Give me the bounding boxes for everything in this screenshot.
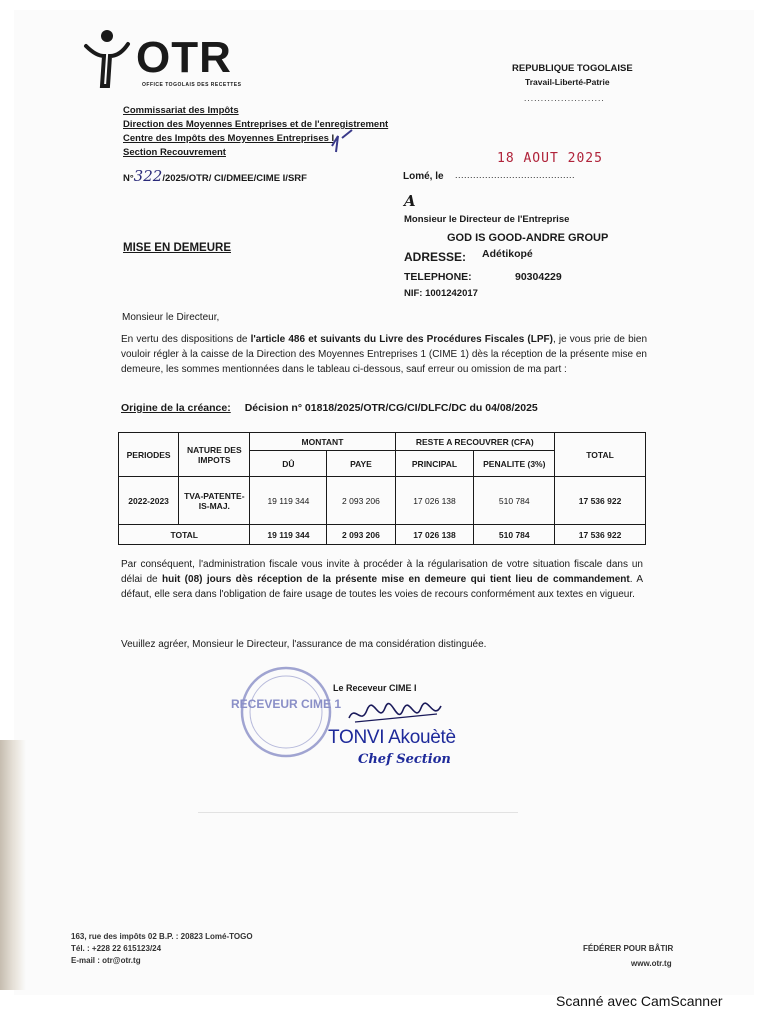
- origin-line: [121, 402, 538, 414]
- totals-paye: 2 093 206: [327, 525, 395, 545]
- footer-address: 163, rue des impôts 02 B.P. : 20823 Lomé-TOGO: [71, 932, 253, 941]
- cell-total: 17 536 922: [555, 477, 646, 525]
- motto-dots: ........................: [524, 93, 605, 103]
- paragraph-2-bold: huit (08) jours dès réception de la présente mise en demeure qui tient lieu de commandement: [161, 574, 630, 585]
- paragraph-2-text-a: Par conséquent, l'administration fiscale vous invite à procéder à la régularisation de votre situation fiscale dans un délai de: [121, 559, 643, 585]
- totals-total: 17 536 922: [555, 525, 646, 545]
- paragraph-1-bold: l'article 486 et suivants du Livre des Procédures Fiscales (LPF): [250, 334, 553, 345]
- cell-periode: 2022-2023: [119, 477, 179, 525]
- ref-suffix: /2025/OTR/ CI/DMEE/CIME I/SRF: [162, 173, 307, 184]
- address-label: ADRESSE:: [404, 250, 467, 264]
- seal-text: RECEVEUR CIME 1: [230, 697, 342, 711]
- department-line-3: Centre des Impôts des Moyennes Entreprises I: [123, 133, 335, 144]
- totals-label: TOTAL: [119, 525, 250, 545]
- divider: [198, 812, 518, 813]
- department-line-1: Commissariat des Impôts: [123, 105, 239, 116]
- republic-name: REPUBLIQUE TOGOLAISE: [512, 63, 633, 74]
- paragraph-1-text-b: , je vous prie de bien vouloir régler à la caisse de la Direction des Moyennes Entreprises 1 (CIME 1) dès la réception de la présente mise en demeure, les sommes mentionnées dans le tableau ci-dessous, sauf erreur ou omission de ma part :: [121, 334, 648, 375]
- signatory-role: Chef Section: [358, 752, 451, 767]
- footer-contact: [71, 931, 253, 967]
- th-total: TOTAL: [555, 433, 646, 477]
- place-label: Lomé, le: [403, 171, 444, 182]
- paragraph-1-text-a: En vertu des dispositions de: [121, 334, 251, 345]
- totals-penalite: 510 784: [474, 525, 555, 545]
- origin-value: Décision n° 01818/2025/OTR/CG/CI/DLFC/DC du 04/08/2025: [244, 402, 538, 414]
- otr-logo-figure-icon: [82, 26, 132, 88]
- republic-motto: Travail-Liberté-Patrie: [525, 77, 610, 87]
- reference-number: [123, 167, 307, 185]
- th-principal: PRINCIPAL: [395, 451, 474, 477]
- document-title: MISE EN DEMEURE: [123, 242, 231, 254]
- th-paye: PAYE: [327, 451, 395, 477]
- signatory-name: TONVI Akouètè: [328, 727, 456, 748]
- footer-slogan: FÉDÉRER POUR BÂTIR: [583, 944, 674, 953]
- phone-label: TELEPHONE:: [404, 271, 472, 283]
- salutation: Monsieur le Directeur,: [122, 312, 220, 323]
- address-value: Adétikopé: [482, 248, 533, 260]
- place-dots: ........................................: [455, 170, 576, 180]
- department-line-4: Section Recouvrement: [123, 147, 226, 158]
- signatory-title: Le Receveur CIME I: [333, 683, 417, 693]
- closing-formula: Veuillez agréer, Monsieur le Directeur, l'assurance de ma considération distinguée.: [121, 639, 487, 650]
- paragraph-2: [121, 557, 643, 602]
- official-seal-stamp: [230, 664, 342, 760]
- cell-paye: 2 093 206: [327, 477, 395, 525]
- ref-prefix: N°: [123, 173, 134, 184]
- scan-shadow: [0, 740, 26, 990]
- totals-principal: 17 026 138: [395, 525, 474, 545]
- cell-du: 19 119 344: [250, 477, 327, 525]
- handwritten-slash-mark: [328, 128, 358, 156]
- camscanner-watermark: Scanné avec CamScanner: [556, 993, 723, 1009]
- recipient-company: GOD IS GOOD-ANDRE GROUP: [447, 232, 609, 244]
- recipient-title: Monsieur le Directeur de l'Entreprise: [404, 214, 570, 225]
- cell-nature: TVA-PATENTE-IS-MAJ.: [179, 477, 250, 525]
- ref-handwritten-number: 322: [133, 167, 163, 185]
- recipient-prefix: A: [404, 192, 416, 210]
- cell-principal: 17 026 138: [395, 477, 474, 525]
- otr-logo-text: OTR: [136, 33, 232, 82]
- footer-website: www.otr.tg: [631, 959, 672, 968]
- date-stamp: 18 AOUT 2025: [497, 151, 603, 166]
- th-du: DÛ: [250, 451, 327, 477]
- otr-logo-subtitle: OFFICE TOGOLAIS DES RECETTES: [142, 82, 242, 88]
- paragraph-1: [121, 332, 647, 377]
- th-penalite: PENALITE (3%): [474, 451, 555, 477]
- paragraph-2-text-b: . A défaut, elle sera dans l'obligation de faire usage de toutes les voies de recours conformément aux textes en vigueur.: [121, 574, 643, 600]
- cell-penalite: 510 784: [474, 477, 555, 525]
- th-periodes: PERIODES: [119, 433, 179, 477]
- footer-phone: Tél. : +228 22 615123/24: [71, 944, 162, 953]
- table-row: [119, 477, 646, 525]
- th-reste: RESTE A RECOUVRER (CFA): [395, 433, 555, 451]
- nif-number: NIF: 1001242017: [404, 288, 478, 299]
- department-line-2: Direction des Moyennes Entreprises et de l'enregistrement: [123, 119, 389, 130]
- th-nature: NATURE DES IMPOTS: [179, 433, 250, 477]
- table-totals-row: [119, 525, 646, 545]
- th-montant: MONTANT: [250, 433, 395, 451]
- origin-label: Origine de la créance:: [121, 402, 231, 414]
- amounts-table: [118, 432, 646, 545]
- footer-email: E-mail : otr@otr.tg: [71, 956, 141, 965]
- phone-value: 90304229: [515, 271, 562, 283]
- totals-du: 19 119 344: [250, 525, 327, 545]
